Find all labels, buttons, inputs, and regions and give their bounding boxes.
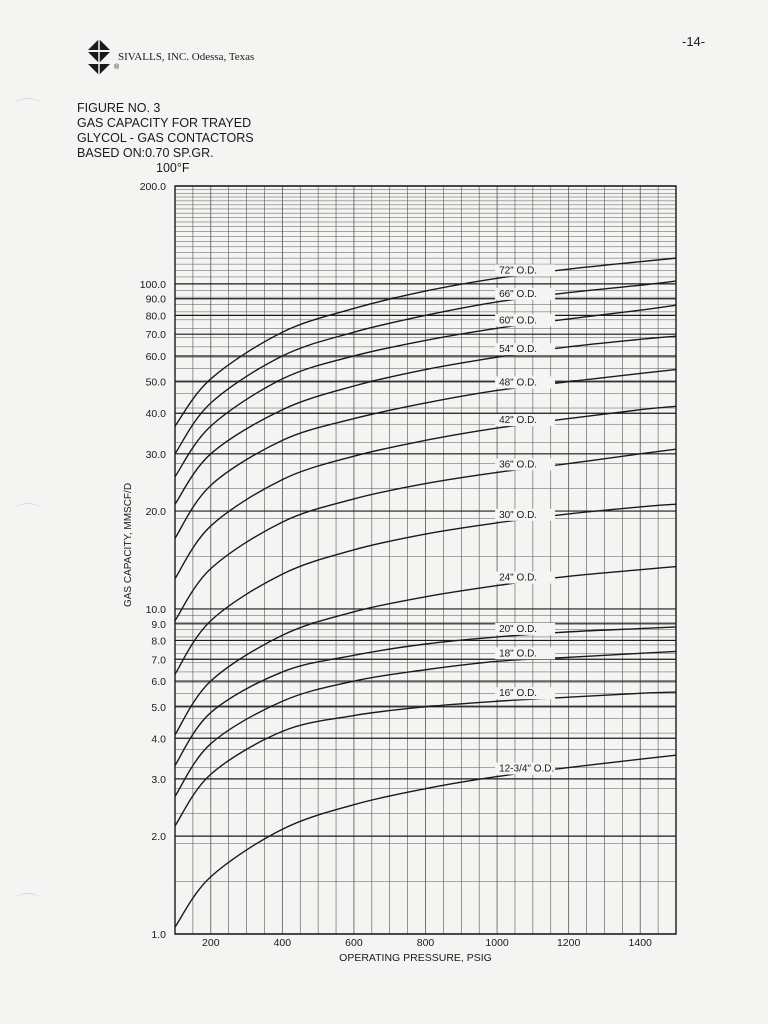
series-label: 72" O.D. [499,265,538,277]
y-tick-label: 90.0 [145,293,166,306]
x-tick-label: 1000 [485,937,509,949]
figure-title-line-4: BASED ON:0.70 SP.GR. [77,146,214,160]
x-tick-label: 600 [345,937,363,949]
page-number: -14- [682,34,706,49]
y-tick-label: 100.0 [139,278,166,291]
figure-title-line-2: GAS CAPACITY FOR TRAYED [77,116,252,130]
y-tick-label: 200.0 [139,181,166,193]
y-tick-label: 10.0 [145,603,166,616]
y-tick-label: 2.0 [151,831,166,844]
y-tick-label: 4.0 [151,733,166,746]
y-tick-label: 6.0 [151,676,166,689]
y-tick-label: 9.0 [151,618,166,631]
series-label: 12-3/4" O.D. [499,763,555,775]
y-tick-label: 70.0 [145,329,166,342]
series-label: 54" O.D. [499,344,538,356]
figure-title-line-3: GLYCOL - GAS CONTACTORS [77,131,254,145]
series-label: 42" O.D. [499,415,538,427]
y-tick-label: 50.0 [145,376,166,389]
series-label: 24" O.D. [499,572,538,584]
series-label: 48" O.D. [499,377,538,389]
y-tick-label: 5.0 [151,701,166,714]
y-tick-label: 40.0 [145,408,166,421]
series-label: 16" O.D. [499,688,538,700]
y-tick-label: 3.0 [151,773,166,786]
y-tick-label: 30.0 [145,448,166,461]
series-label: 66" O.D. [499,288,538,300]
x-tick-label: 1200 [556,937,581,949]
figure-temperature: 100°F [156,161,190,175]
y-tick-label: 80.0 [145,310,166,323]
x-tick-label: 800 [416,937,435,949]
x-tick-label: 1400 [628,937,652,949]
series-label: 30" O.D. [499,509,538,521]
y-tick-label: 7.0 [151,654,166,667]
y-tick-label: 8.0 [151,635,166,648]
y-tick-label: 60.0 [145,350,166,363]
series-label: 20" O.D. [499,623,538,635]
series-label: 36" O.D. [499,459,538,471]
y-tick-label: 20.0 [145,506,166,519]
y-axis-label: GAS CAPACITY, MMSCF/D [123,482,134,608]
figure-title-line-1: FIGURE NO. 3 [77,101,161,115]
y-tick-label: 1.0 [151,929,166,941]
x-axis-label: OPERATING PRESSURE, PSIG [339,952,492,964]
registered-mark: ® [114,64,120,71]
series-label: 60" O.D. [499,315,538,327]
series-label: 18" O.D. [499,648,538,660]
company-name: SIVALLS, INC. Odessa, Texas [118,51,255,63]
x-tick-label: 200 [202,937,220,949]
x-tick-label: 400 [273,937,292,949]
